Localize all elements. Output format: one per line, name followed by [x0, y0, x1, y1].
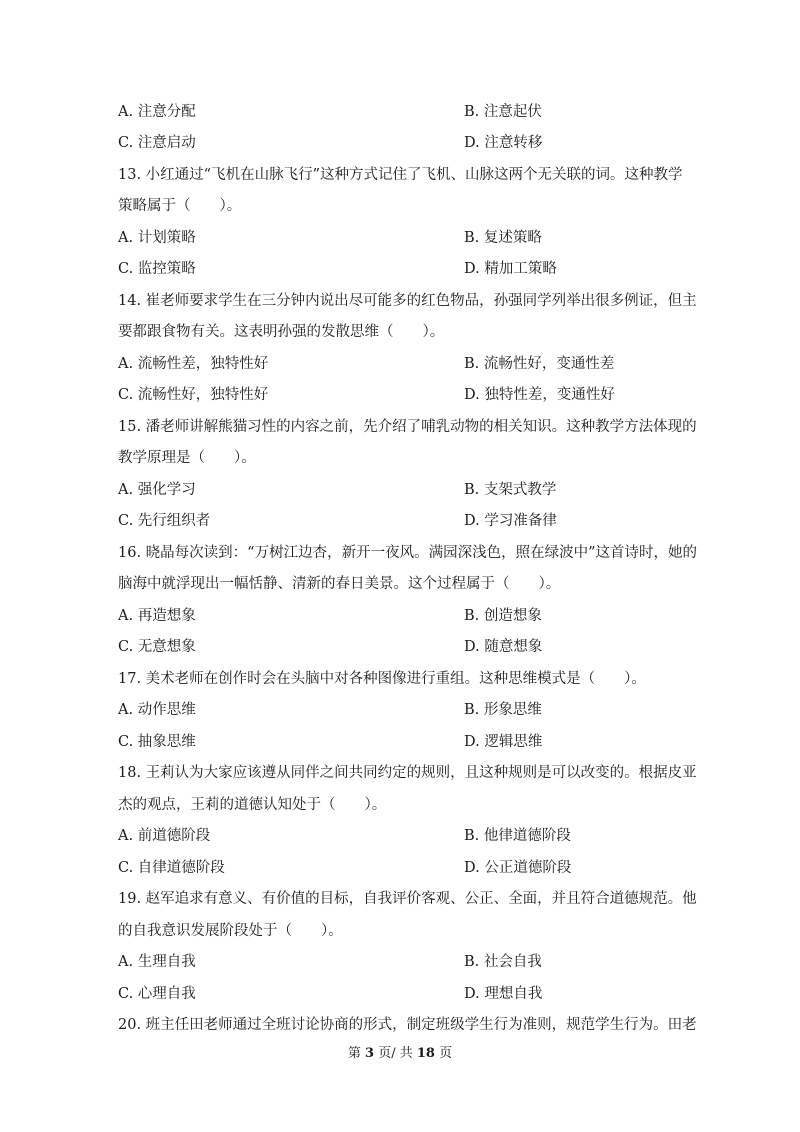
option-b: B. 流畅性好，变通性差 — [464, 356, 615, 372]
option-c: C. 无意想象 — [118, 639, 196, 655]
option-a: A. 前道德阶段 — [118, 828, 211, 844]
question-15-line-1: 15. 潘老师讲解熊猫习性的内容之前，先介绍了哺乳动物的相关知识。这种教学方法体现的 — [118, 419, 697, 435]
footer-suffix: 页 — [434, 1046, 453, 1061]
option-a: A. 强化学习 — [118, 482, 196, 498]
footer-middle: 页/ 共 — [374, 1046, 417, 1061]
option-d: D. 独特性差，变通性好 — [464, 387, 615, 403]
question-18-line-1: 18. 王莉认为大家应该遵从同伴之间共同约定的规则，且这种规则是可以改变的。根据皮亚 — [118, 765, 697, 781]
option-b: B. 支架式教学 — [464, 482, 557, 498]
option-d: D. 随意想象 — [464, 639, 543, 655]
option-c: C. 监控策略 — [118, 261, 196, 277]
option-d: D. 注意转移 — [464, 135, 543, 151]
question-16-line-1: 16. 晓晶每次读到：“万树江边杏，新开一夜风。满园深浅色，照在绿波中”这首诗时，她的 — [118, 545, 697, 561]
option-a: A. 注意分配 — [118, 104, 196, 120]
question-18-line-2: 杰的观点，王莉的道德认知处于（ ）。 — [118, 797, 387, 813]
option-a: A. 生理自我 — [118, 954, 196, 970]
option-b: B. 复述策略 — [464, 230, 542, 246]
option-a: A. 流畅性差，独特性好 — [118, 356, 269, 372]
question-15-line-2: 教学原理是（ ）。 — [118, 450, 256, 466]
question-16-line-2: 脑海中就浮现出一幅恬静、清新的春日美景。这个过程属于（ ）。 — [118, 576, 561, 592]
option-a: A. 动作思维 — [118, 702, 196, 718]
option-d: D. 学习准备律 — [464, 513, 557, 529]
question-14-line-2: 要都跟食物有关。这表明孙强的发散思维（ ）。 — [118, 324, 445, 340]
total-pages: 18 — [416, 1046, 435, 1061]
option-d: D. 理想自我 — [464, 986, 543, 1002]
footer-prefix: 第 — [347, 1046, 366, 1061]
page-number: 3 — [365, 1046, 375, 1061]
page-footer — [0, 1042, 800, 1061]
option-c: C. 心理自我 — [118, 986, 196, 1002]
option-b: B. 创造想象 — [464, 608, 542, 624]
option-c: C. 流畅性好，独特性好 — [118, 387, 269, 403]
option-b: B. 他律道德阶段 — [464, 828, 571, 844]
option-b: B. 社会自我 — [464, 954, 542, 970]
question-17-line-1: 17. 美术老师在创作时会在头脑中对各种图像进行重组。这种思维模式是（ ）。 — [118, 671, 646, 687]
question-13-line-1: 13. 小红通过“飞机在山脉飞行”这种方式记住了飞机、山脉这两个无关联的词。这种教学 — [118, 167, 683, 183]
question-20-line-1: 20. 班主任田老师通过全班讨论协商的形式，制定班级学生行为准则，规范学生行为。田老 — [118, 1017, 697, 1033]
option-a: A. 再造想象 — [118, 608, 196, 624]
question-13-line-2: 策略属于（ ）。 — [118, 198, 242, 214]
question-14-line-1: 14. 崔老师要求学生在三分钟内说出尽可能多的红色物品，孙强同学列举出很多例证，但主 — [118, 293, 697, 309]
option-b: B. 注意起伏 — [464, 104, 542, 120]
option-d: D. 精加工策略 — [464, 261, 557, 277]
question-19-line-1: 19. 赵军追求有意义、有价值的目标，自我评价客观、公正、全面，并且符合道德规范。他 — [118, 891, 697, 907]
option-d: D. 公正道德阶段 — [464, 860, 572, 876]
option-d: D. 逻辑思维 — [464, 734, 543, 750]
option-a: A. 计划策略 — [118, 230, 196, 246]
option-c: C. 自律道德阶段 — [118, 860, 225, 876]
option-c: C. 注意启动 — [118, 135, 196, 151]
question-19-line-2: 的自我意识发展阶段处于（ ）。 — [118, 923, 343, 939]
option-b: B. 形象思维 — [464, 702, 542, 718]
option-c: C. 先行组织者 — [118, 513, 211, 529]
option-c: C. 抽象思维 — [118, 734, 196, 750]
